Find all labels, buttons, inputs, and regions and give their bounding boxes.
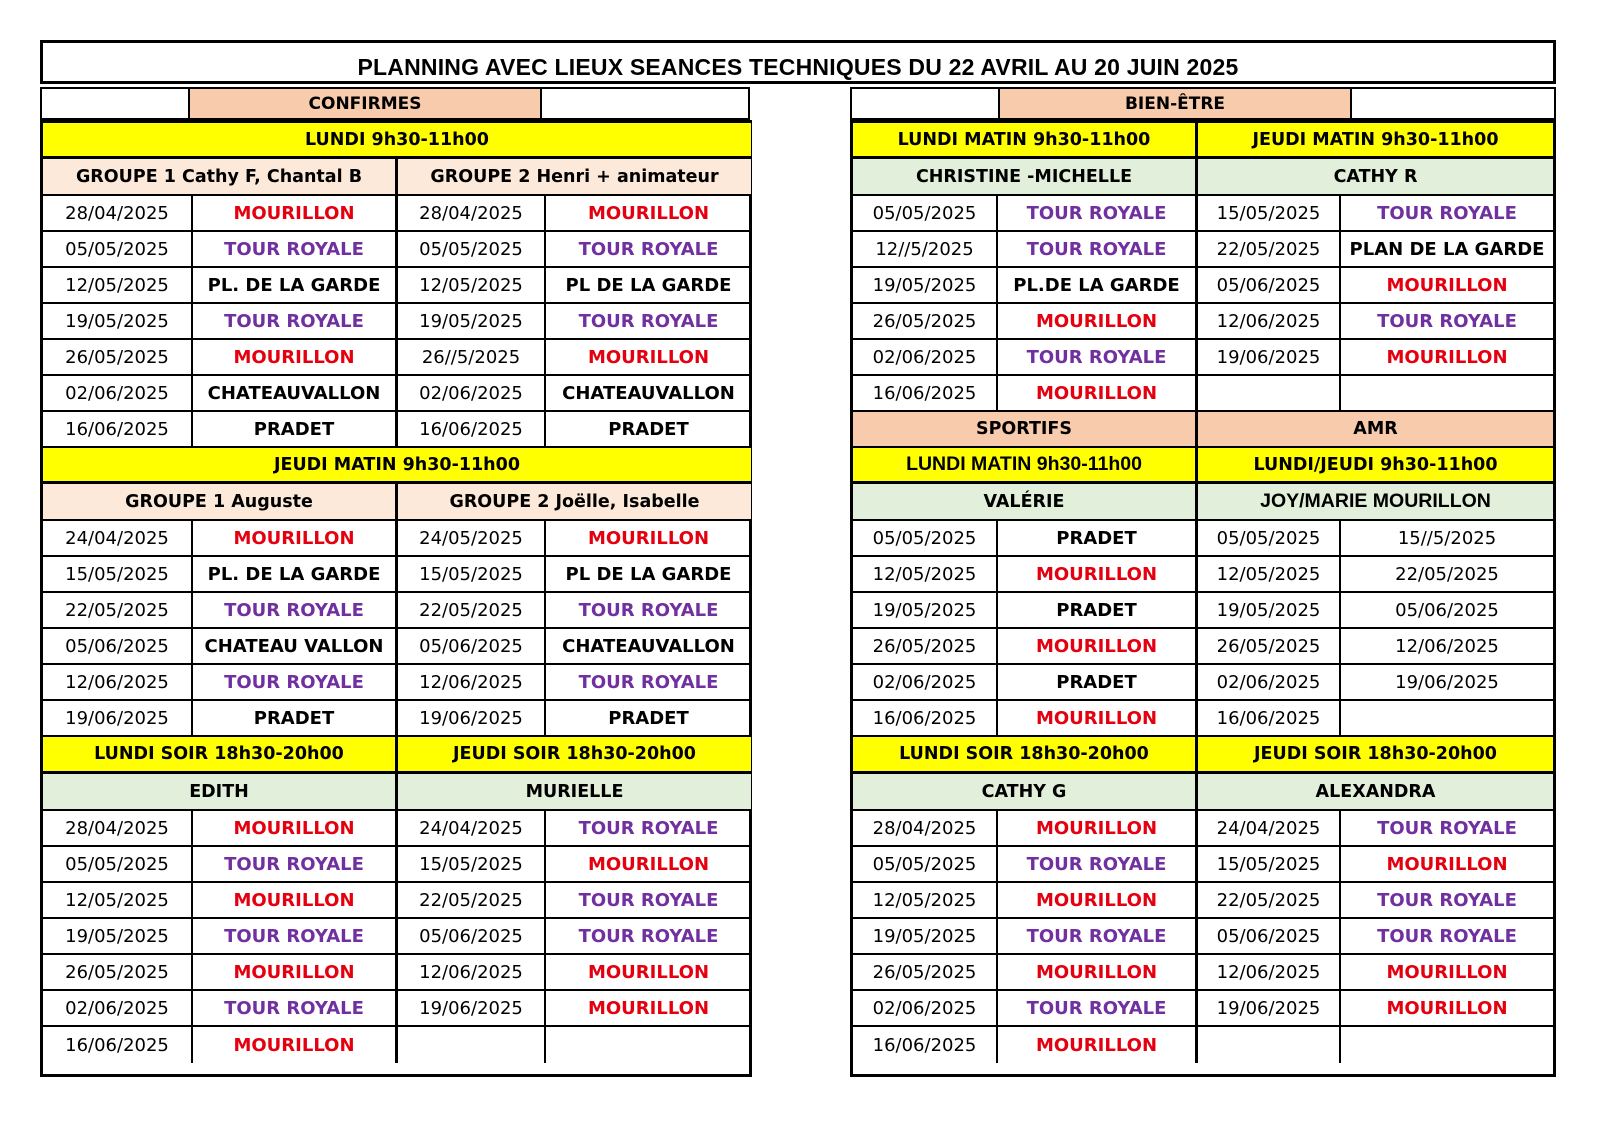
tab-strip-spacer xyxy=(540,87,750,120)
session-date-cell xyxy=(398,1027,546,1063)
session-date-cell: 19/05/2025 xyxy=(1198,593,1341,629)
group-header: GROUPE 1 Cathy F, Chantal B xyxy=(43,159,398,196)
session-location-cell: TOUR ROYALE xyxy=(546,304,751,340)
session-location-cell: TOUR ROYALE xyxy=(546,665,751,701)
session-date-cell: 26/05/2025 xyxy=(853,955,998,991)
session-date-cell: 15/05/2025 xyxy=(1198,847,1341,883)
section-header-jeudi-soir: JEUDI SOIR 18h30-20h00 xyxy=(398,737,751,774)
session-location-cell: MOURILLON xyxy=(998,811,1198,847)
session-location-cell: TOUR ROYALE xyxy=(546,811,751,847)
session-date-cell: 05/05/2025 xyxy=(853,521,998,557)
session-date-cell: 12/05/2025 xyxy=(43,268,193,304)
tab-strip-spacer xyxy=(850,87,1000,120)
session-date-cell: 02/06/2025 xyxy=(1198,665,1341,701)
session-date-cell: 16/06/2025 xyxy=(1198,701,1341,737)
session-location-cell: MOURILLON xyxy=(1341,340,1553,376)
session-location-cell: 15//5/2025 xyxy=(1341,521,1553,557)
session-location-cell: TOUR ROYALE xyxy=(193,232,398,268)
confirmes-grid xyxy=(43,123,749,1074)
session-location-cell: 12/06/2025 xyxy=(1341,629,1553,665)
session-location-cell: PLAN DE LA GARDE xyxy=(1341,232,1553,268)
session-date-cell: 05/06/2025 xyxy=(43,629,193,665)
session-location-cell: MOURILLON xyxy=(998,629,1198,665)
session-date-cell: 28/04/2025 xyxy=(43,811,193,847)
section-header-lundi: LUNDI 9h30-11h00 xyxy=(43,123,751,159)
group-header: ALEXANDRA xyxy=(1198,774,1553,811)
session-location-cell: TOUR ROYALE xyxy=(998,196,1198,232)
session-date-cell: 26/05/2025 xyxy=(1198,629,1341,665)
session-date-cell: 16/06/2025 xyxy=(43,412,193,448)
sub-tab-amr: AMR xyxy=(1198,412,1553,448)
session-date-cell: 19/06/2025 xyxy=(43,701,193,737)
section-header-jeudi-soir: JEUDI SOIR 18h30-20h00 xyxy=(1198,737,1553,774)
session-location-cell: MOURILLON xyxy=(193,1027,398,1063)
session-location-cell: MOURILLON xyxy=(998,304,1198,340)
session-location-cell: TOUR ROYALE xyxy=(546,919,751,955)
session-location-cell: TOUR ROYALE xyxy=(193,304,398,340)
session-date-cell: 12/06/2025 xyxy=(43,665,193,701)
section-header-lundi-matin: LUNDI MATIN 9h30-11h00 xyxy=(853,448,1198,484)
session-date-cell xyxy=(1198,376,1341,412)
session-date-cell: 05/05/2025 xyxy=(43,232,193,268)
session-location-cell: MOURILLON xyxy=(998,701,1198,737)
session-date-cell: 19/06/2025 xyxy=(398,991,546,1027)
section-header-lundi-matin: LUNDI MATIN 9h30-11h00 xyxy=(853,123,1198,159)
session-date-cell: 24/04/2025 xyxy=(398,811,546,847)
session-location-cell: MOURILLON xyxy=(193,955,398,991)
session-date-cell: 19/05/2025 xyxy=(43,919,193,955)
session-location-cell: CHATEAUVALLON xyxy=(193,376,398,412)
session-date-cell: 26/05/2025 xyxy=(43,955,193,991)
session-date-cell: 02/06/2025 xyxy=(43,376,193,412)
session-location-cell: PL DE LA GARDE xyxy=(546,268,751,304)
session-date-cell: 12/06/2025 xyxy=(1198,955,1341,991)
session-location-cell: PRADET xyxy=(193,701,398,737)
session-location-cell: TOUR ROYALE xyxy=(1341,196,1553,232)
session-date-cell: 16/06/2025 xyxy=(853,1027,998,1063)
session-date-cell: 02/06/2025 xyxy=(398,376,546,412)
session-date-cell: 19/05/2025 xyxy=(853,593,998,629)
group-header: VALÉRIE xyxy=(853,484,1198,521)
session-location-cell: MOURILLON xyxy=(546,196,751,232)
session-date-cell: 12/06/2025 xyxy=(398,665,546,701)
session-date-cell: 02/06/2025 xyxy=(853,991,998,1027)
session-date-cell: 12/05/2025 xyxy=(43,883,193,919)
session-location-cell: MOURILLON xyxy=(998,955,1198,991)
session-date-cell: 05/06/2025 xyxy=(1198,268,1341,304)
session-location-cell: 22/05/2025 xyxy=(1341,557,1553,593)
session-location-cell: PL. DE LA GARDE xyxy=(193,268,398,304)
session-date-cell: 12/05/2025 xyxy=(1198,557,1341,593)
session-location-cell xyxy=(1341,1027,1553,1063)
session-location-cell: PL DE LA GARDE xyxy=(546,557,751,593)
session-location-cell: PRADET xyxy=(998,521,1198,557)
session-location-cell: TOUR ROYALE xyxy=(998,847,1198,883)
session-location-cell: CHATEAUVALLON xyxy=(546,376,751,412)
session-date-cell: 22/05/2025 xyxy=(398,593,546,629)
session-date-cell: 16/06/2025 xyxy=(43,1027,193,1063)
session-location-cell: PL.DE LA GARDE xyxy=(998,268,1198,304)
page-title: PLANNING AVEC LIEUX SEANCES TECHNIQUES DU 22 AVRIL AU 20 JUIN 2025 xyxy=(40,40,1556,84)
session-date-cell: 26/05/2025 xyxy=(853,629,998,665)
session-location-cell: TOUR ROYALE xyxy=(546,232,751,268)
tab-strip-spacer xyxy=(1350,87,1556,120)
session-location-cell: MOURILLON xyxy=(998,376,1198,412)
section-header-lundi-jeudi: LUNDI/JEUDI 9h30-11h00 xyxy=(1198,448,1553,484)
session-location-cell: TOUR ROYALE xyxy=(546,593,751,629)
session-date-cell: 19/05/2025 xyxy=(43,304,193,340)
session-date-cell: 15/05/2025 xyxy=(43,557,193,593)
session-date-cell: 19/06/2025 xyxy=(398,701,546,737)
session-date-cell: 05/06/2025 xyxy=(398,919,546,955)
session-location-cell: TOUR ROYALE xyxy=(998,340,1198,376)
tab-strip-spacer xyxy=(40,87,190,120)
section-header-lundi-soir: LUNDI SOIR 18h30-20h00 xyxy=(43,737,398,774)
session-location-cell: TOUR ROYALE xyxy=(1341,304,1553,340)
session-date-cell: 26/05/2025 xyxy=(853,304,998,340)
session-location-cell: MOURILLON xyxy=(998,1027,1198,1063)
tab-confirmes: CONFIRMES xyxy=(188,87,542,120)
session-date-cell: 05/06/2025 xyxy=(1198,919,1341,955)
session-location-cell: PRADET xyxy=(193,412,398,448)
session-date-cell: 05/05/2025 xyxy=(43,847,193,883)
group-header: JOY/MARIE MOURILLON xyxy=(1198,484,1553,521)
session-date-cell: 28/04/2025 xyxy=(398,196,546,232)
session-date-cell: 05/05/2025 xyxy=(853,847,998,883)
session-location-cell: MOURILLON xyxy=(1341,268,1553,304)
group-header: EDITH xyxy=(43,774,398,811)
session-date-cell: 02/06/2025 xyxy=(43,991,193,1027)
session-date-cell: 15/05/2025 xyxy=(398,847,546,883)
group-header: GROUPE 1 Auguste xyxy=(43,484,398,521)
session-date-cell: 19/05/2025 xyxy=(853,268,998,304)
session-date-cell: 05/05/2025 xyxy=(1198,521,1341,557)
session-location-cell: PRADET xyxy=(546,701,751,737)
session-location-cell: PRADET xyxy=(998,665,1198,701)
group-header: CATHY R xyxy=(1198,159,1553,196)
session-date-cell: 19/06/2025 xyxy=(1198,991,1341,1027)
session-location-cell: MOURILLON xyxy=(998,883,1198,919)
session-location-cell: TOUR ROYALE xyxy=(193,991,398,1027)
session-location-cell: TOUR ROYALE xyxy=(998,991,1198,1027)
session-location-cell: TOUR ROYALE xyxy=(1341,883,1553,919)
session-date-cell: 16/06/2025 xyxy=(853,376,998,412)
session-date-cell: 22/05/2025 xyxy=(43,593,193,629)
session-location-cell: 05/06/2025 xyxy=(1341,593,1553,629)
session-date-cell: 12/05/2025 xyxy=(853,883,998,919)
session-date-cell: 19/05/2025 xyxy=(398,304,546,340)
session-date-cell: 22/05/2025 xyxy=(1198,883,1341,919)
session-date-cell: 24/04/2025 xyxy=(43,521,193,557)
session-date-cell: 19/05/2025 xyxy=(853,919,998,955)
session-date-cell: 02/06/2025 xyxy=(853,665,998,701)
group-header: CATHY G xyxy=(853,774,1198,811)
session-location-cell: MOURILLON xyxy=(546,991,751,1027)
session-date-cell: 19/06/2025 xyxy=(1198,340,1341,376)
session-location-cell: MOURILLON xyxy=(998,557,1198,593)
bien-etre-schedule-table xyxy=(850,120,1556,1077)
session-date-cell: 26//5/2025 xyxy=(398,340,546,376)
session-date-cell xyxy=(1198,1027,1341,1063)
session-location-cell: PL. DE LA GARDE xyxy=(193,557,398,593)
session-location-cell: TOUR ROYALE xyxy=(193,665,398,701)
session-location-cell: MOURILLON xyxy=(193,340,398,376)
session-location-cell: MOURILLON xyxy=(193,883,398,919)
confirmes-schedule-table xyxy=(40,120,752,1077)
session-location-cell: MOURILLON xyxy=(193,196,398,232)
session-location-cell: MOURILLON xyxy=(546,847,751,883)
session-location-cell: TOUR ROYALE xyxy=(193,593,398,629)
session-location-cell xyxy=(546,1027,751,1063)
session-date-cell: 22/05/2025 xyxy=(398,883,546,919)
session-location-cell: CHATEAU VALLON xyxy=(193,629,398,665)
session-date-cell: 15/05/2025 xyxy=(1198,196,1341,232)
session-location-cell: MOURILLON xyxy=(546,521,751,557)
session-location-cell: 19/06/2025 xyxy=(1341,665,1553,701)
section-header-jeudi: JEUDI MATIN 9h30-11h00 xyxy=(43,448,751,484)
tab-bien-etre: BIEN-ÊTRE xyxy=(998,87,1352,120)
section-header-jeudi-matin: JEUDI MATIN 9h30-11h00 xyxy=(1198,123,1553,159)
session-date-cell: 05/05/2025 xyxy=(398,232,546,268)
session-date-cell: 12/05/2025 xyxy=(398,268,546,304)
group-header: CHRISTINE -MICHELLE xyxy=(853,159,1198,196)
session-date-cell: 05/05/2025 xyxy=(853,196,998,232)
session-location-cell: MOURILLON xyxy=(1341,991,1553,1027)
session-location-cell: TOUR ROYALE xyxy=(998,919,1198,955)
session-date-cell: 24/05/2025 xyxy=(398,521,546,557)
session-location-cell: CHATEAUVALLON xyxy=(546,629,751,665)
section-header-lundi-soir: LUNDI SOIR 18h30-20h00 xyxy=(853,737,1198,774)
session-location-cell xyxy=(1341,701,1553,737)
session-date-cell: 12/05/2025 xyxy=(853,557,998,593)
session-location-cell: TOUR ROYALE xyxy=(1341,919,1553,955)
session-location-cell: TOUR ROYALE xyxy=(546,883,751,919)
bien-etre-grid xyxy=(853,123,1553,1074)
session-date-cell: 26/05/2025 xyxy=(43,340,193,376)
session-location-cell xyxy=(1341,376,1553,412)
session-date-cell: 12/06/2025 xyxy=(1198,304,1341,340)
session-date-cell: 02/06/2025 xyxy=(853,340,998,376)
sub-tab-sportifs: SPORTIFS xyxy=(853,412,1198,448)
session-location-cell: MOURILLON xyxy=(1341,847,1553,883)
session-location-cell: MOURILLON xyxy=(193,811,398,847)
session-location-cell: MOURILLON xyxy=(546,340,751,376)
session-date-cell: 28/04/2025 xyxy=(853,811,998,847)
session-date-cell: 22/05/2025 xyxy=(1198,232,1341,268)
group-header: MURIELLE xyxy=(398,774,751,811)
session-date-cell: 16/06/2025 xyxy=(853,701,998,737)
session-location-cell: MOURILLON xyxy=(1341,955,1553,991)
session-location-cell: MOURILLON xyxy=(193,521,398,557)
session-date-cell: 24/04/2025 xyxy=(1198,811,1341,847)
session-date-cell: 28/04/2025 xyxy=(43,196,193,232)
session-location-cell: PRADET xyxy=(546,412,751,448)
session-location-cell: TOUR ROYALE xyxy=(1341,811,1553,847)
session-location-cell: PRADET xyxy=(998,593,1198,629)
session-location-cell: TOUR ROYALE xyxy=(998,232,1198,268)
session-location-cell: TOUR ROYALE xyxy=(193,919,398,955)
group-header: GROUPE 2 Joëlle, Isabelle xyxy=(398,484,751,521)
session-location-cell: TOUR ROYALE xyxy=(193,847,398,883)
group-header: GROUPE 2 Henri + animateur xyxy=(398,159,751,196)
session-date-cell: 15/05/2025 xyxy=(398,557,546,593)
session-location-cell: MOURILLON xyxy=(546,955,751,991)
session-date-cell: 12/06/2025 xyxy=(398,955,546,991)
session-date-cell: 12//5/2025 xyxy=(853,232,998,268)
session-date-cell: 05/06/2025 xyxy=(398,629,546,665)
session-date-cell: 16/06/2025 xyxy=(398,412,546,448)
